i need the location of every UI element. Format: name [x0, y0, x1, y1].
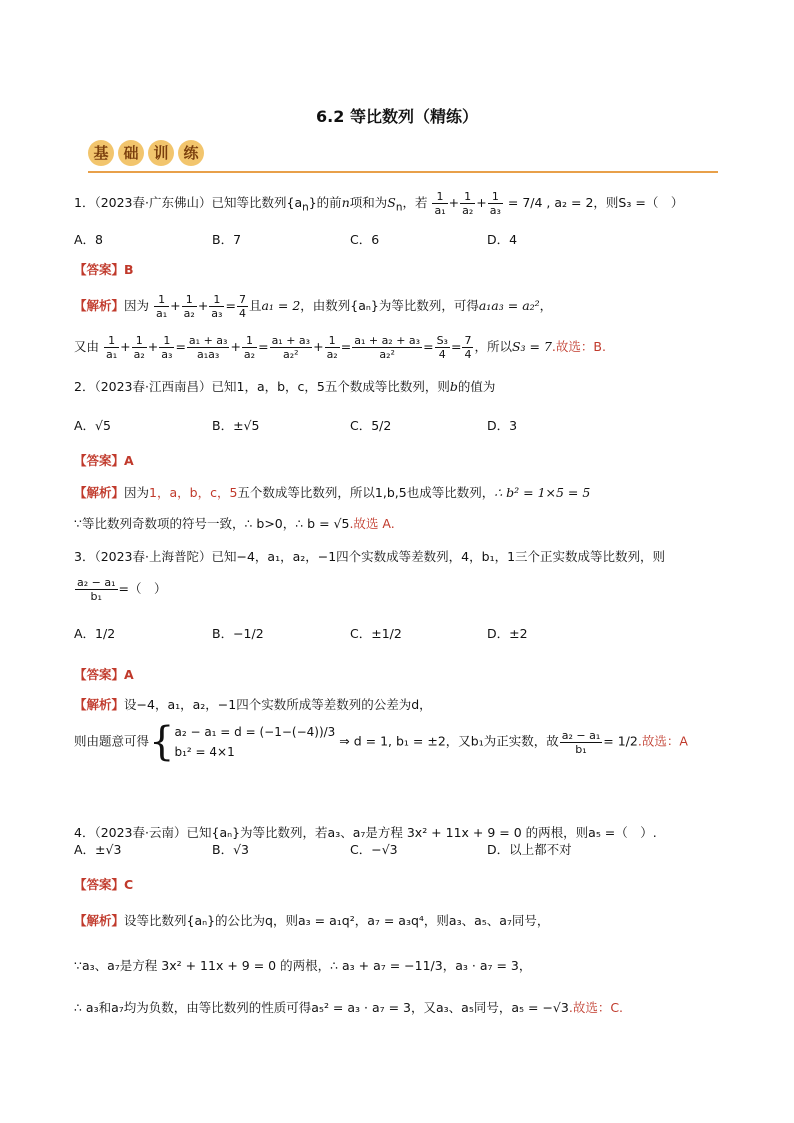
option-d: D．以上都不对	[487, 842, 572, 857]
answer-4: 【答案】C	[74, 877, 134, 892]
option-a: A．1/2	[74, 626, 116, 641]
analysis-4-line3: ∴ a₃和a₇均为负数，由等比数列的性质可得a₅² = a₃ · a₇ = 3，又a₃、a₅同号，a₅ = −√3.故选：C.	[74, 1000, 624, 1015]
question-1-stem: 1．（2023春·广东佛山）已知等比数列$\{a_n\}$的前n项和为$S_n$，若 $\frac{1}{\text{a₁}}$ + $\frac{1}{\text{a₂}}$ + $\frac{1}{\text{a₃}}$ = 7/4 , a₂ = 2，则S₃ =（ ）	[74, 190, 684, 217]
question-4-stem: 4．（2023春·云南）已知{aₙ}为等比数列，若a₃、a₇是方程 3x² + 11x + 9 = 0 的两根，则a₅ =（ ）.	[74, 825, 657, 840]
banner-char: 练	[178, 140, 204, 166]
analysis-1-line2: 又由 $\frac{1}{\text{a₁}}$ + $\frac{1}{\text{a₂}}$ + $\frac{1}{\text{a₃}}$ = $\frac{\text{a₁ + a₃}}{\text{a₁a₃}}$ + $\frac{1}{\text{a₂}}$ = $\frac{\text{a₁ + a₃}}{\text{a₂²}}$ + $\frac{1}{\text{a₂}}$ = $\frac{\text{a₁ + a₂ + a₃}}{\text{a₂²}}$ = $\frac{\text{S₃}}{4}$ = $\frac{7}{4}$ ，所以S₃ = 7.故选：B.	[74, 334, 606, 361]
option-b: B．±√5	[212, 418, 260, 433]
option-b: B．7	[212, 232, 242, 247]
option-c: C．6	[350, 232, 380, 247]
analysis-4-line1: 【解析】设等比数列{aₙ}的公比为q，则a₃ = a₁q²，a₇ = a₃q⁴，则a₃、a₅、a₇同号，	[74, 913, 550, 928]
option-a: A．8	[74, 232, 104, 247]
banner-char: 基	[88, 140, 114, 166]
banner-char: 础	[118, 140, 144, 166]
section-banner	[88, 140, 208, 172]
option-c: C．5/2	[350, 418, 392, 433]
answer-2: 【答案】A	[74, 453, 134, 468]
option-b: B．√3	[212, 842, 249, 857]
page-title: 6.2 等比数列（精练）	[316, 107, 478, 126]
question-3-stem-2: $\frac{\text{a₂ − a₁}}{\text{b₁}}$ =（ ）	[77, 576, 167, 603]
option-b: B．−1/2	[212, 626, 264, 641]
option-d: D．4	[487, 232, 518, 247]
answer-1: 【答案】B	[74, 262, 134, 277]
option-c: C．−√3	[350, 842, 398, 857]
option-d: D．±2	[487, 626, 528, 641]
analysis-3-line2: 则由题意可得{a₂ − a₁ = d = (−1−(−4))/3 b₁² = 4×1 ⇒ d = 1, b₁ = ±2，又b₁为正实数，故 $\frac{\text{a₂ − a₁}}{\text{b₁}}$ = 1/2.故选：A	[74, 719, 688, 765]
option-d: D．3	[487, 418, 518, 433]
analysis-3-line1: 【解析】设−4，a₁，a₂，−1四个实数所成等差数列的公差为d，	[74, 697, 432, 712]
analysis-4-line2: ∵a₃、a₇是方程 3x² + 11x + 9 = 0 的两根，∴ a₃ + a₇ = −11/3，a₃ · a₇ = 3，	[74, 958, 532, 973]
banner-char: 训	[148, 140, 174, 166]
question-2-stem: 2．（2023春·江西南昌）已知1，a，b，c，5五个数成等比数列，则b的值为	[74, 379, 496, 394]
option-a: A．√5	[74, 418, 111, 433]
question-3-stem: 3．（2023春·上海普陀）已知−4，a₁，a₂，−1四个实数成等差数列，4，b₁，1三个正实数成等比数列，则	[74, 549, 666, 564]
analysis-1-line1: 【解析】因为 $\frac{1}{\text{a₁}}$ + $\frac{1}{\text{a₂}}$ + $\frac{1}{\text{a₃}}$ = $\frac{7}{4}$ 且a₁ = 2，由数列{aₙ}为等比数列，可得a₁a₃ = a₂²，	[74, 293, 553, 320]
section-divider	[88, 171, 718, 173]
analysis-2-line1: 【解析】因为1，a，b，c，5五个数成等比数列，所以1,b,5也成等比数列，∴ b² = 1×5 = 5	[74, 485, 591, 500]
option-a: A．±√3	[74, 842, 122, 857]
answer-3: 【答案】A	[74, 667, 134, 682]
option-c: C．±1/2	[350, 626, 402, 641]
analysis-2-line2: ∵等比数列奇数项的符号一致，∴ b>0，∴ b = √5.故选 A.	[74, 516, 395, 531]
